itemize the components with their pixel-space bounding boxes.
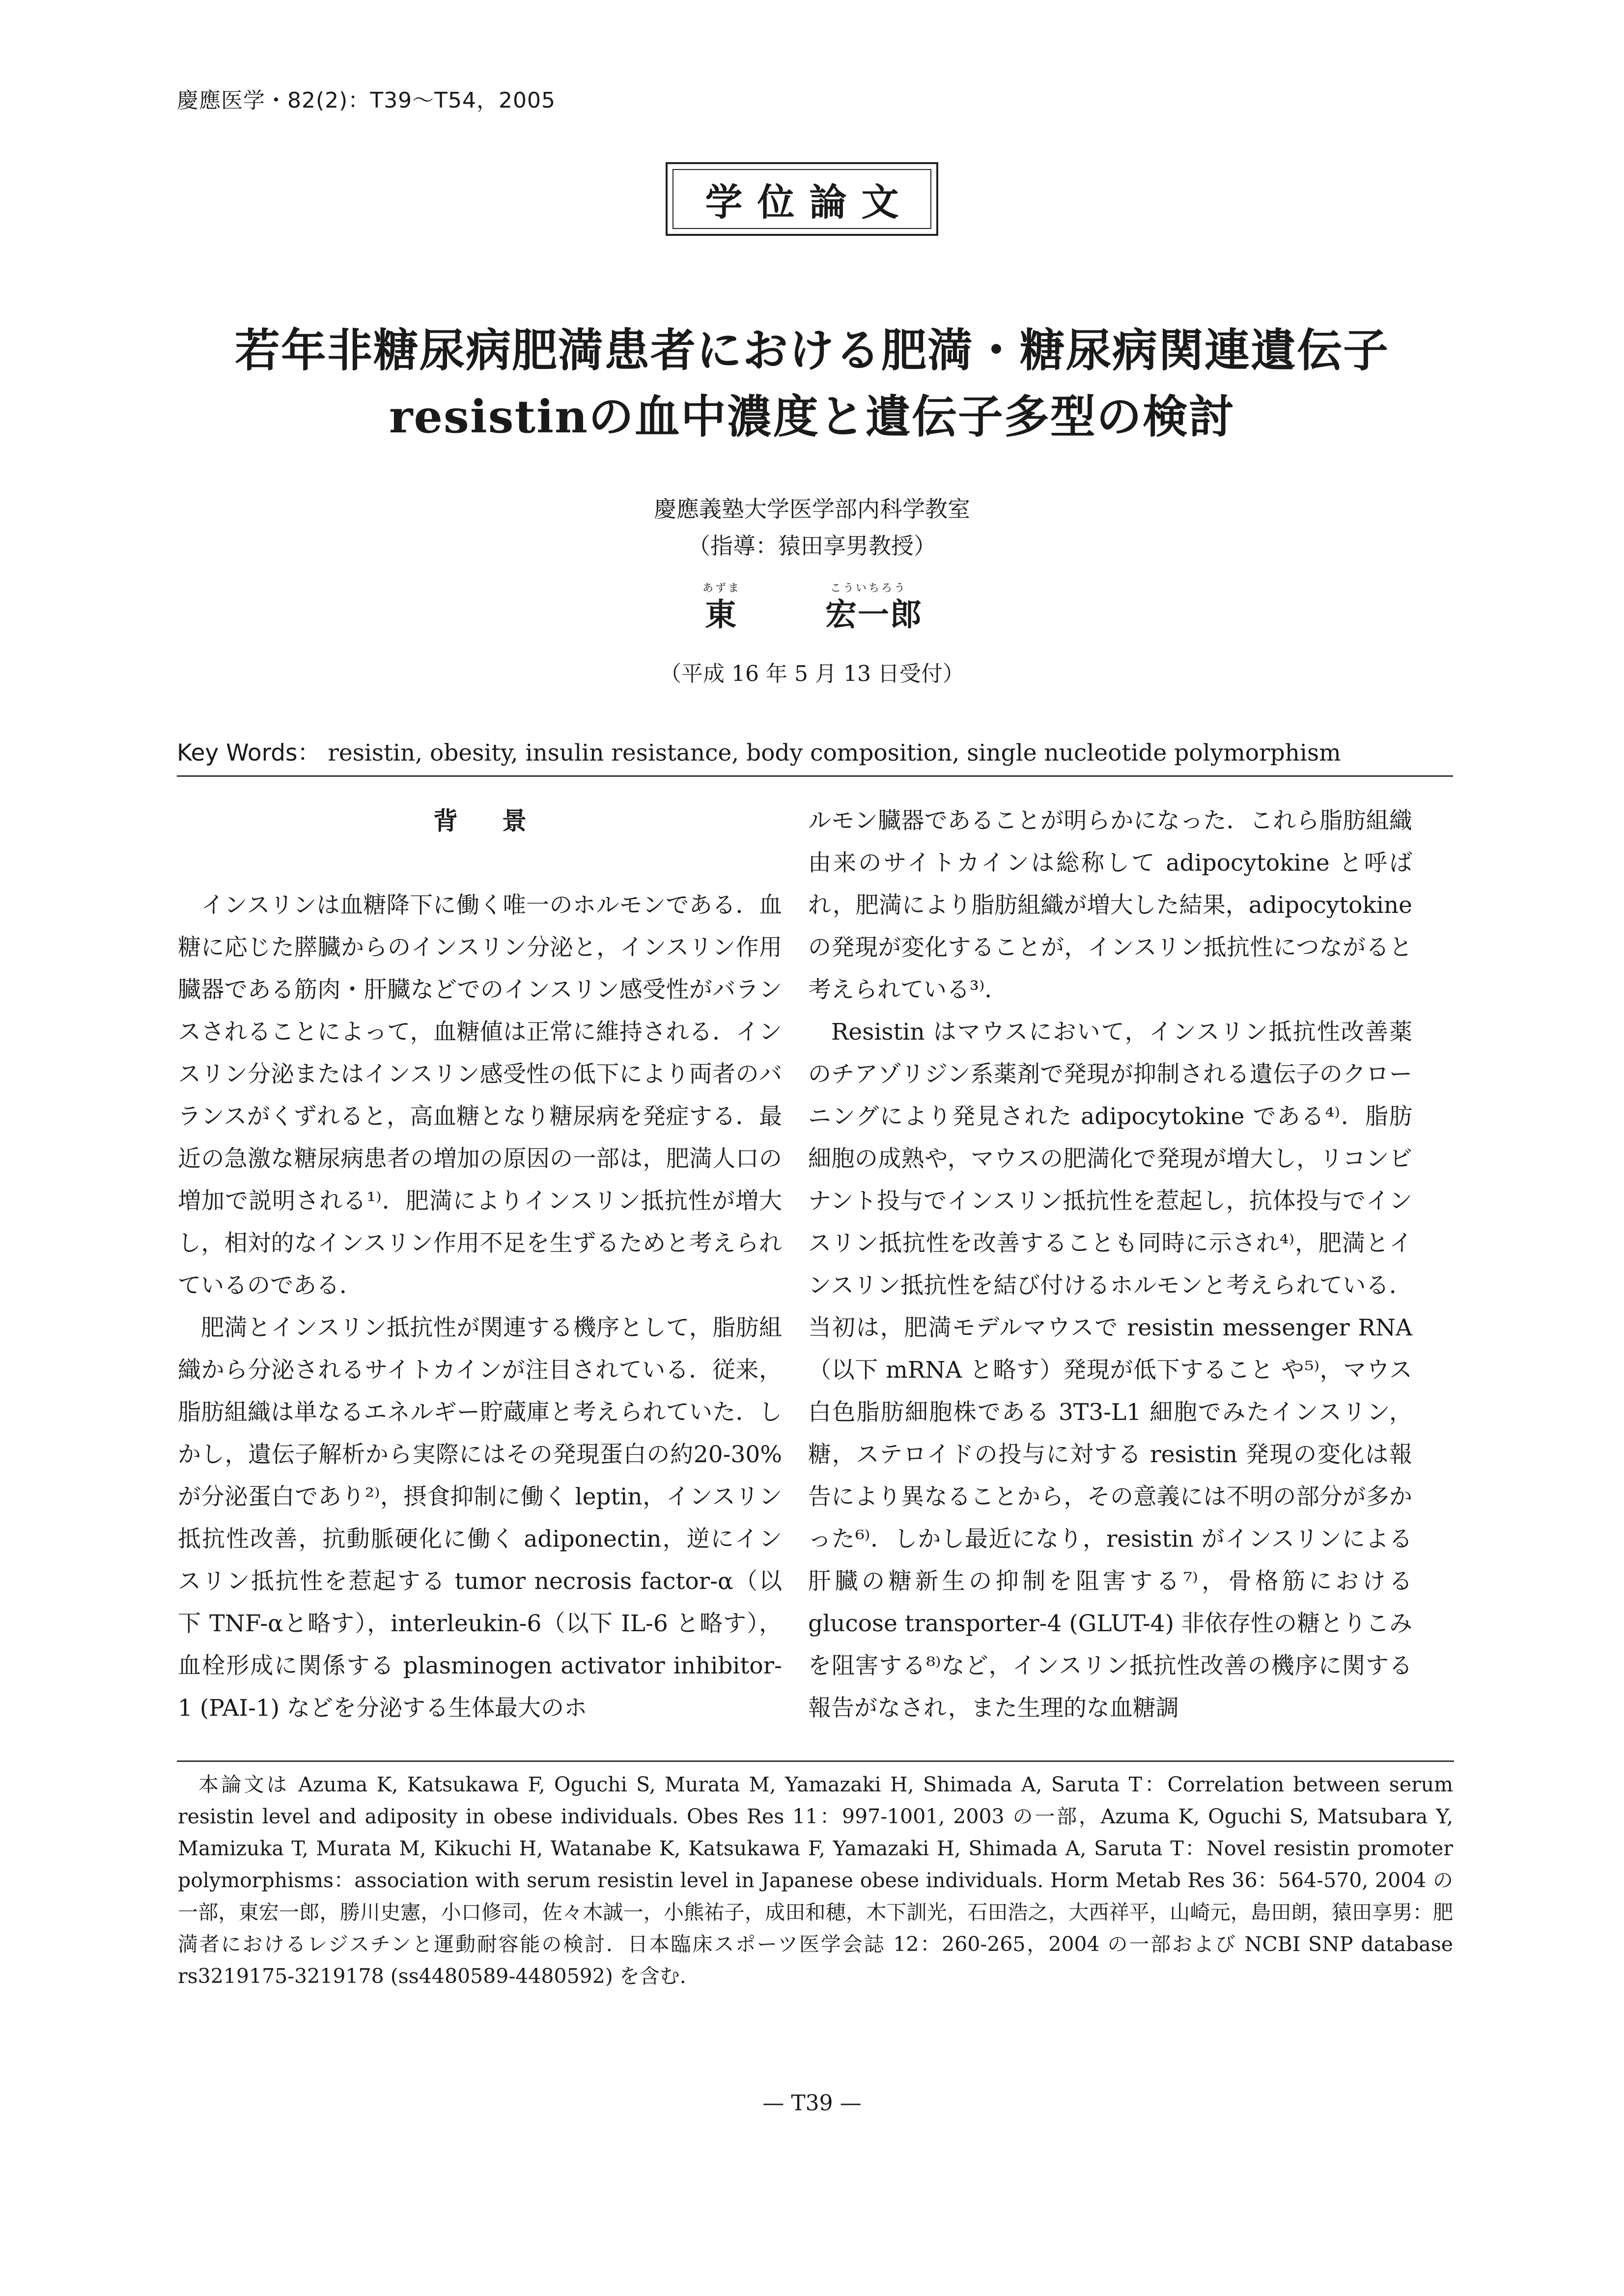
section-heading: 背景	[433, 806, 571, 835]
author-given-ruby: こういちろう	[830, 582, 907, 595]
received-date: （平成 16 年 5 月 13 日受付）	[660, 661, 964, 686]
body-column-right	[808, 800, 1412, 1729]
page-number: — T39 —	[762, 2091, 862, 2116]
affiliation-supervisor: （指導：猿田享男教授）	[688, 533, 936, 559]
paper-title-line-2: resistinの血中濃度と遺伝子多型の検討	[389, 390, 1235, 443]
keywords-label: Key Words：	[177, 739, 321, 766]
footnote: 本論文は Azuma K, Katsukawa F, Oguchi S, Murata M, Yamazaki H, Shimada A, Saruta T：Correlation between serum resistin level and adiposity in obese individuals. Obes Res 11：997-1001, 2003 の一部，Azuma K, Oguchi S, Matsubara Y, Mamizuka T, Murata M, Kikuchi H, Watanabe K, Katsukawa F, Yamazaki H, Shimada A, Saruta T：Novel resistin promoter polymorphisms：association with serum resistin level in Japanese obese individuals. Horm Metab Res 36：564-570, 2004 の一部，東宏一郎，勝川史憲，小口修司，佐々木誠一，小熊祐子，成田和穂，木下訓光，石田浩之，大西祥平，山崎元，島田朗，猿田享男：肥満者におけるレジスチンと運動耐容能の検討．日本臨床スポーツ医学会誌 12：260-265，2004 の一部および NCBI SNP database rs3219175-3219178 (ss4480589-4480592) を含む．	[178, 1773, 1453, 1988]
category-label: 学位論文	[705, 180, 914, 224]
body-paragraph: 肥満とインスリン抵抗性が関連する機序として，脂肪組織から分泌されるサイトカインが注目されている．従来，脂肪組織は単なるエネルギー貯蔵庫と考えられていた．しかし，遺伝子解析から実際にはその発現蛋白の約20-30%が分泌蛋白であり²⁾，摂食抑制に働く leptin，インスリン抵抗性改善，抗動脈硬化に働く adiponectin，逆にインスリン抵抗性を惹起する tumor necrosis factor-α（以下 TNF-αと略す），interleukin-6（以下 IL-6 と略す），血栓形成に関係する plasminogen activator inhibitor-1 (PAI-1) などを分泌する生体最大のホ	[178, 1314, 782, 1722]
category-box	[666, 162, 938, 236]
body-paragraph: Resistin はマウスにおいて，インスリン抵抗性改善薬のチアゾリジン系薬剤で発現が抑制される遺伝子のクローニングにより発見された adipocytokine である⁴⁾．脂肪細胞の成熟や，マウスの肥満化で発現が増大し，リコンビナント投与でインスリン抵抗性を惹起し，抗体投与でインスリン抵抗性を改善することも同時に示され⁴⁾，肥満とインスリン抵抗性を結び付けるホルモンと考えられている．当初は，肥満モデルマウスで resistin messenger RNA（以下 mRNA と略す）発現が低下すること や⁵⁾，マウス白色脂肪細胞株である 3T3-L1 細胞でみたインスリン，糖，ステロイドの投与に対する resistin 発現の変化は報告により異なることから，その意義には不明の部分が多かった⁶⁾．しかし最近になり，resistin がインスリンによる肝臓の糖新生の抑制を阻害する⁷⁾，骨格筋における glucose transporter-4 (GLUT-4) 非依存性の糖とりこみを阻害する⁸⁾など，インスリン抵抗性改善の機序に関する報告がなされ，また生理的な血糖調	[808, 1019, 1412, 1722]
author-family-name: 東	[705, 597, 736, 633]
footnote-divider	[177, 1760, 1454, 1762]
body-paragraph: インスリンは血糖降下に働く唯一のホルモンである．血糖に応じた膵臓からのインスリン分泌と，インスリン作用臓器である筋肉・肝臓などでのインスリン感受性がバランスされることによって，血糖値は正常に維持される．インスリン分泌またはインスリン感受性の低下により両者のバランスがくずれると，高血糖となり糖尿病を発症する．最近の急激な糖尿病患者の増加の原因の一部は，肥満人口の増加で説明される¹⁾．肥満によりインスリン抵抗性が増大し，相対的なインスリン作用不足を生ずるためと考えられているのである．	[178, 892, 782, 1299]
paper-title-line-1: 若年非糖尿病肥満患者における肥満・糖尿病関連遺伝子	[234, 324, 1389, 377]
affiliation-department: 慶應義塾大学医学部内科学教室	[654, 496, 970, 522]
keywords-list: resistin, obesity, insulin resistance, body composition, single nucleotide polymorphism	[328, 739, 1341, 766]
author-given-name: 宏一郎	[825, 597, 923, 633]
author-family-ruby: あずま	[702, 582, 741, 595]
keywords-row	[177, 735, 1453, 767]
body-column-left	[178, 800, 782, 1729]
body-paragraph: ルモン臓器であることが明らかになった．これら脂肪組織由来のサイトカインは総称して adipocytokine と呼ばれ，肥満により脂肪組織が増大した結果，adipocytokine の発現が変化することが，インスリン抵抗性につながると考えられている³⁾．	[808, 807, 1412, 1003]
journal-citation: 慶應医学・82(2)：T39〜T54，2005	[177, 88, 556, 113]
keywords-divider	[177, 775, 1453, 777]
